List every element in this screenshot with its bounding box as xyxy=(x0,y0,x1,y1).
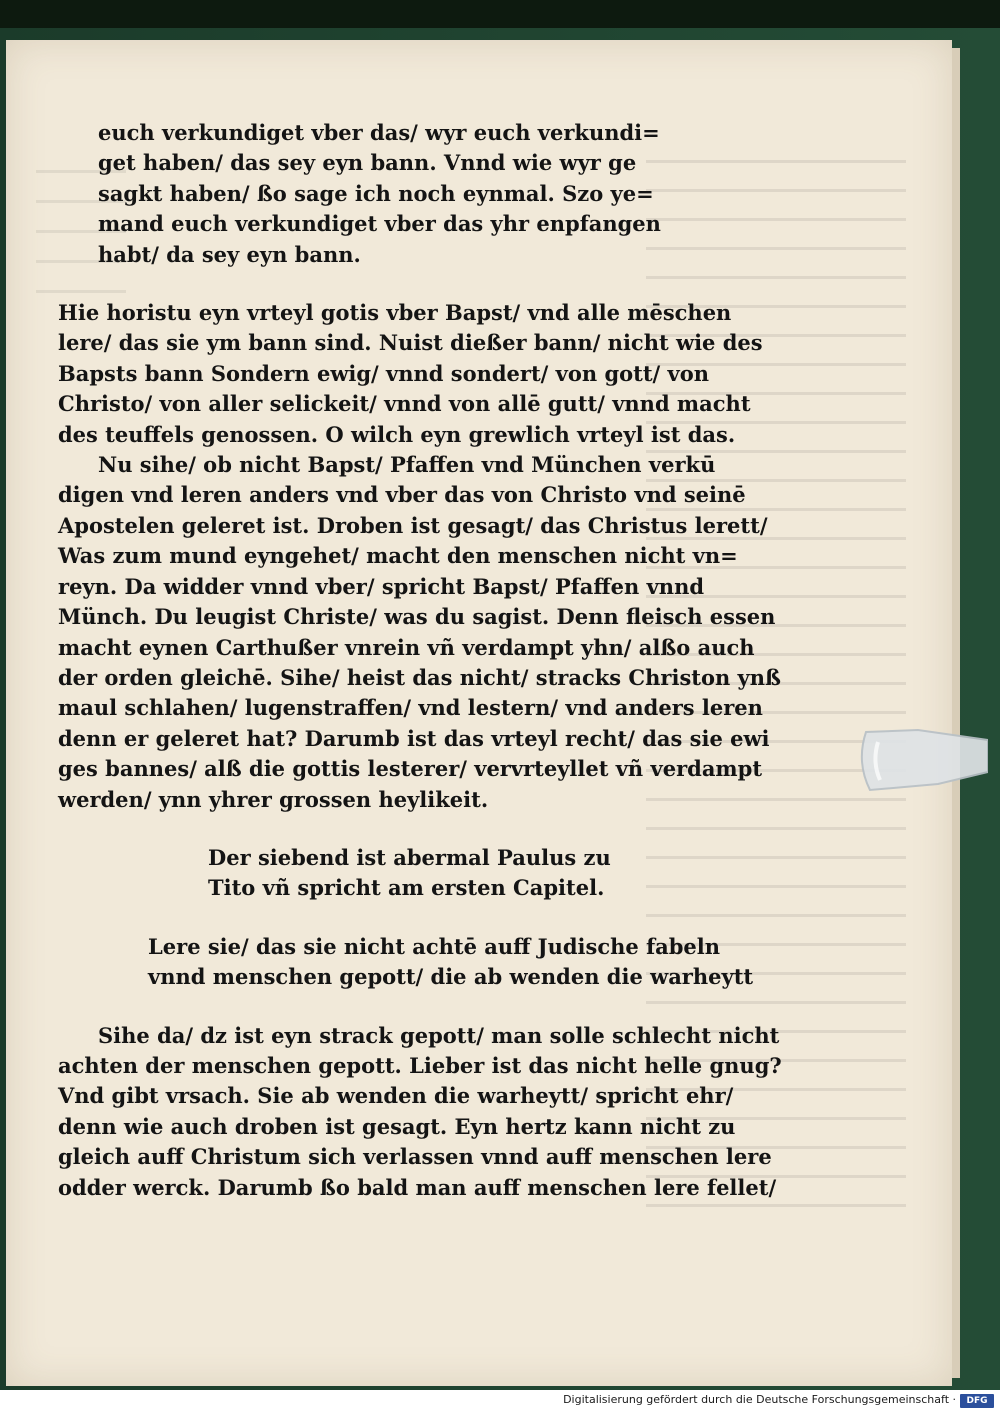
text-line: maul schlahen/ lugenstraffen/ vnd lestern/ vnd anders leren xyxy=(58,695,763,721)
text-line: mand euch verkundiget vber das yhr enpfangen xyxy=(98,211,661,237)
page-clip xyxy=(848,712,988,812)
funding-credit: Digitalisierung gefördert durch die Deutsche Forschungsgemeinschaft · xyxy=(563,1393,956,1406)
text-line: macht eynen Carthußer vnrein vñ verdampt yhn/ alßo auch xyxy=(58,634,755,660)
text-line: sagkt haben/ ßo sage ich noch eynmal. Szo ye= xyxy=(98,180,654,206)
text-line: digen vnd leren anders vnd vber das von Christo vnd seinē xyxy=(58,482,746,508)
text-line: denn wie auch droben ist gesagt. Eyn hertz kann nicht zu xyxy=(58,1113,736,1139)
section-heading-line: Tito vñ spricht am ersten Capitel. xyxy=(208,875,605,901)
text-line: Vnd gibt vrsach. Sie ab wenden die warheytt/ spricht ehr/ xyxy=(58,1083,734,1109)
text-line: des teuffels genossen. O wilch eyn grewlich vrteyl ist das. xyxy=(58,421,736,447)
text-line: habt/ da sey eyn bann. xyxy=(98,241,361,267)
text-line: Nu sihe/ ob nicht Bapst/ Pfaffen vnd München verkū xyxy=(98,452,716,478)
text-line: denn er geleret hat? Darumb ist das vrteyl recht/ das sie ewi xyxy=(58,725,770,751)
text-line: odder werck. Darumb ßo bald man auff menschen lere fellet/ xyxy=(58,1174,777,1200)
text-line: gleich auff Christum sich verlassen vnnd auff menschen lere xyxy=(58,1144,772,1170)
text-line: lere/ das sie ym bann sind. Nuist dießer bann/ nicht wie des xyxy=(58,330,763,356)
footer-bar xyxy=(0,1390,1000,1412)
section-heading-line: Der siebend ist abermal Paulus zu xyxy=(208,844,611,870)
text-line: werden/ ynn yhrer grossen heylikeit. xyxy=(58,786,489,812)
text-line: Münch. Du leugist Christe/ was du sagist. Denn fleisch essen xyxy=(58,604,776,630)
text-line: Hie horistu eyn vrteyl gotis vber Bapst/ vnd alle mēschen xyxy=(58,300,732,326)
text-line: Sihe da/ dz ist eyn strack gepott/ man solle schlecht nicht xyxy=(98,1022,780,1048)
text-line: ges bannes/ alß die gottis lesterer/ vervrteyllet vñ verdampt xyxy=(58,756,763,782)
quote-line: Lere sie/ das sie nicht achtē auff Judische fabeln xyxy=(148,933,721,959)
text-line: reyn. Da widder vnnd vber/ spricht Bapst/ Pfaffen vnnd xyxy=(58,573,705,599)
text-line: Was zum mund eyngehet/ macht den menschen nicht vn= xyxy=(58,543,738,569)
text-line: der orden gleichē. Sihe/ heist das nicht/ stracks Christon ynß xyxy=(58,664,781,690)
text-line: get haben/ das sey eyn bann. Vnnd wie wyr ge xyxy=(98,150,637,176)
text-line: euch verkundiget vber das/ wyr euch verkundi= xyxy=(98,120,660,145)
text-line: Bapsts bann Sondern ewig/ vnnd sondert/ von gott/ von xyxy=(58,360,709,386)
text-line: Christo/ von aller selickeit/ vnnd von allē gutt/ vnnd macht xyxy=(58,391,751,417)
dfg-logo: DFG xyxy=(960,1394,994,1408)
page-text xyxy=(48,118,782,1203)
text-line: achten der menschen gepott. Lieber ist das nicht helle gnug? xyxy=(58,1052,782,1078)
quote-line: vnnd menschen gepott/ die ab wenden die warheytt xyxy=(148,964,754,990)
text-line: Apostelen geleret ist. Droben ist gesagt/ das Christus lerett/ xyxy=(58,512,768,538)
